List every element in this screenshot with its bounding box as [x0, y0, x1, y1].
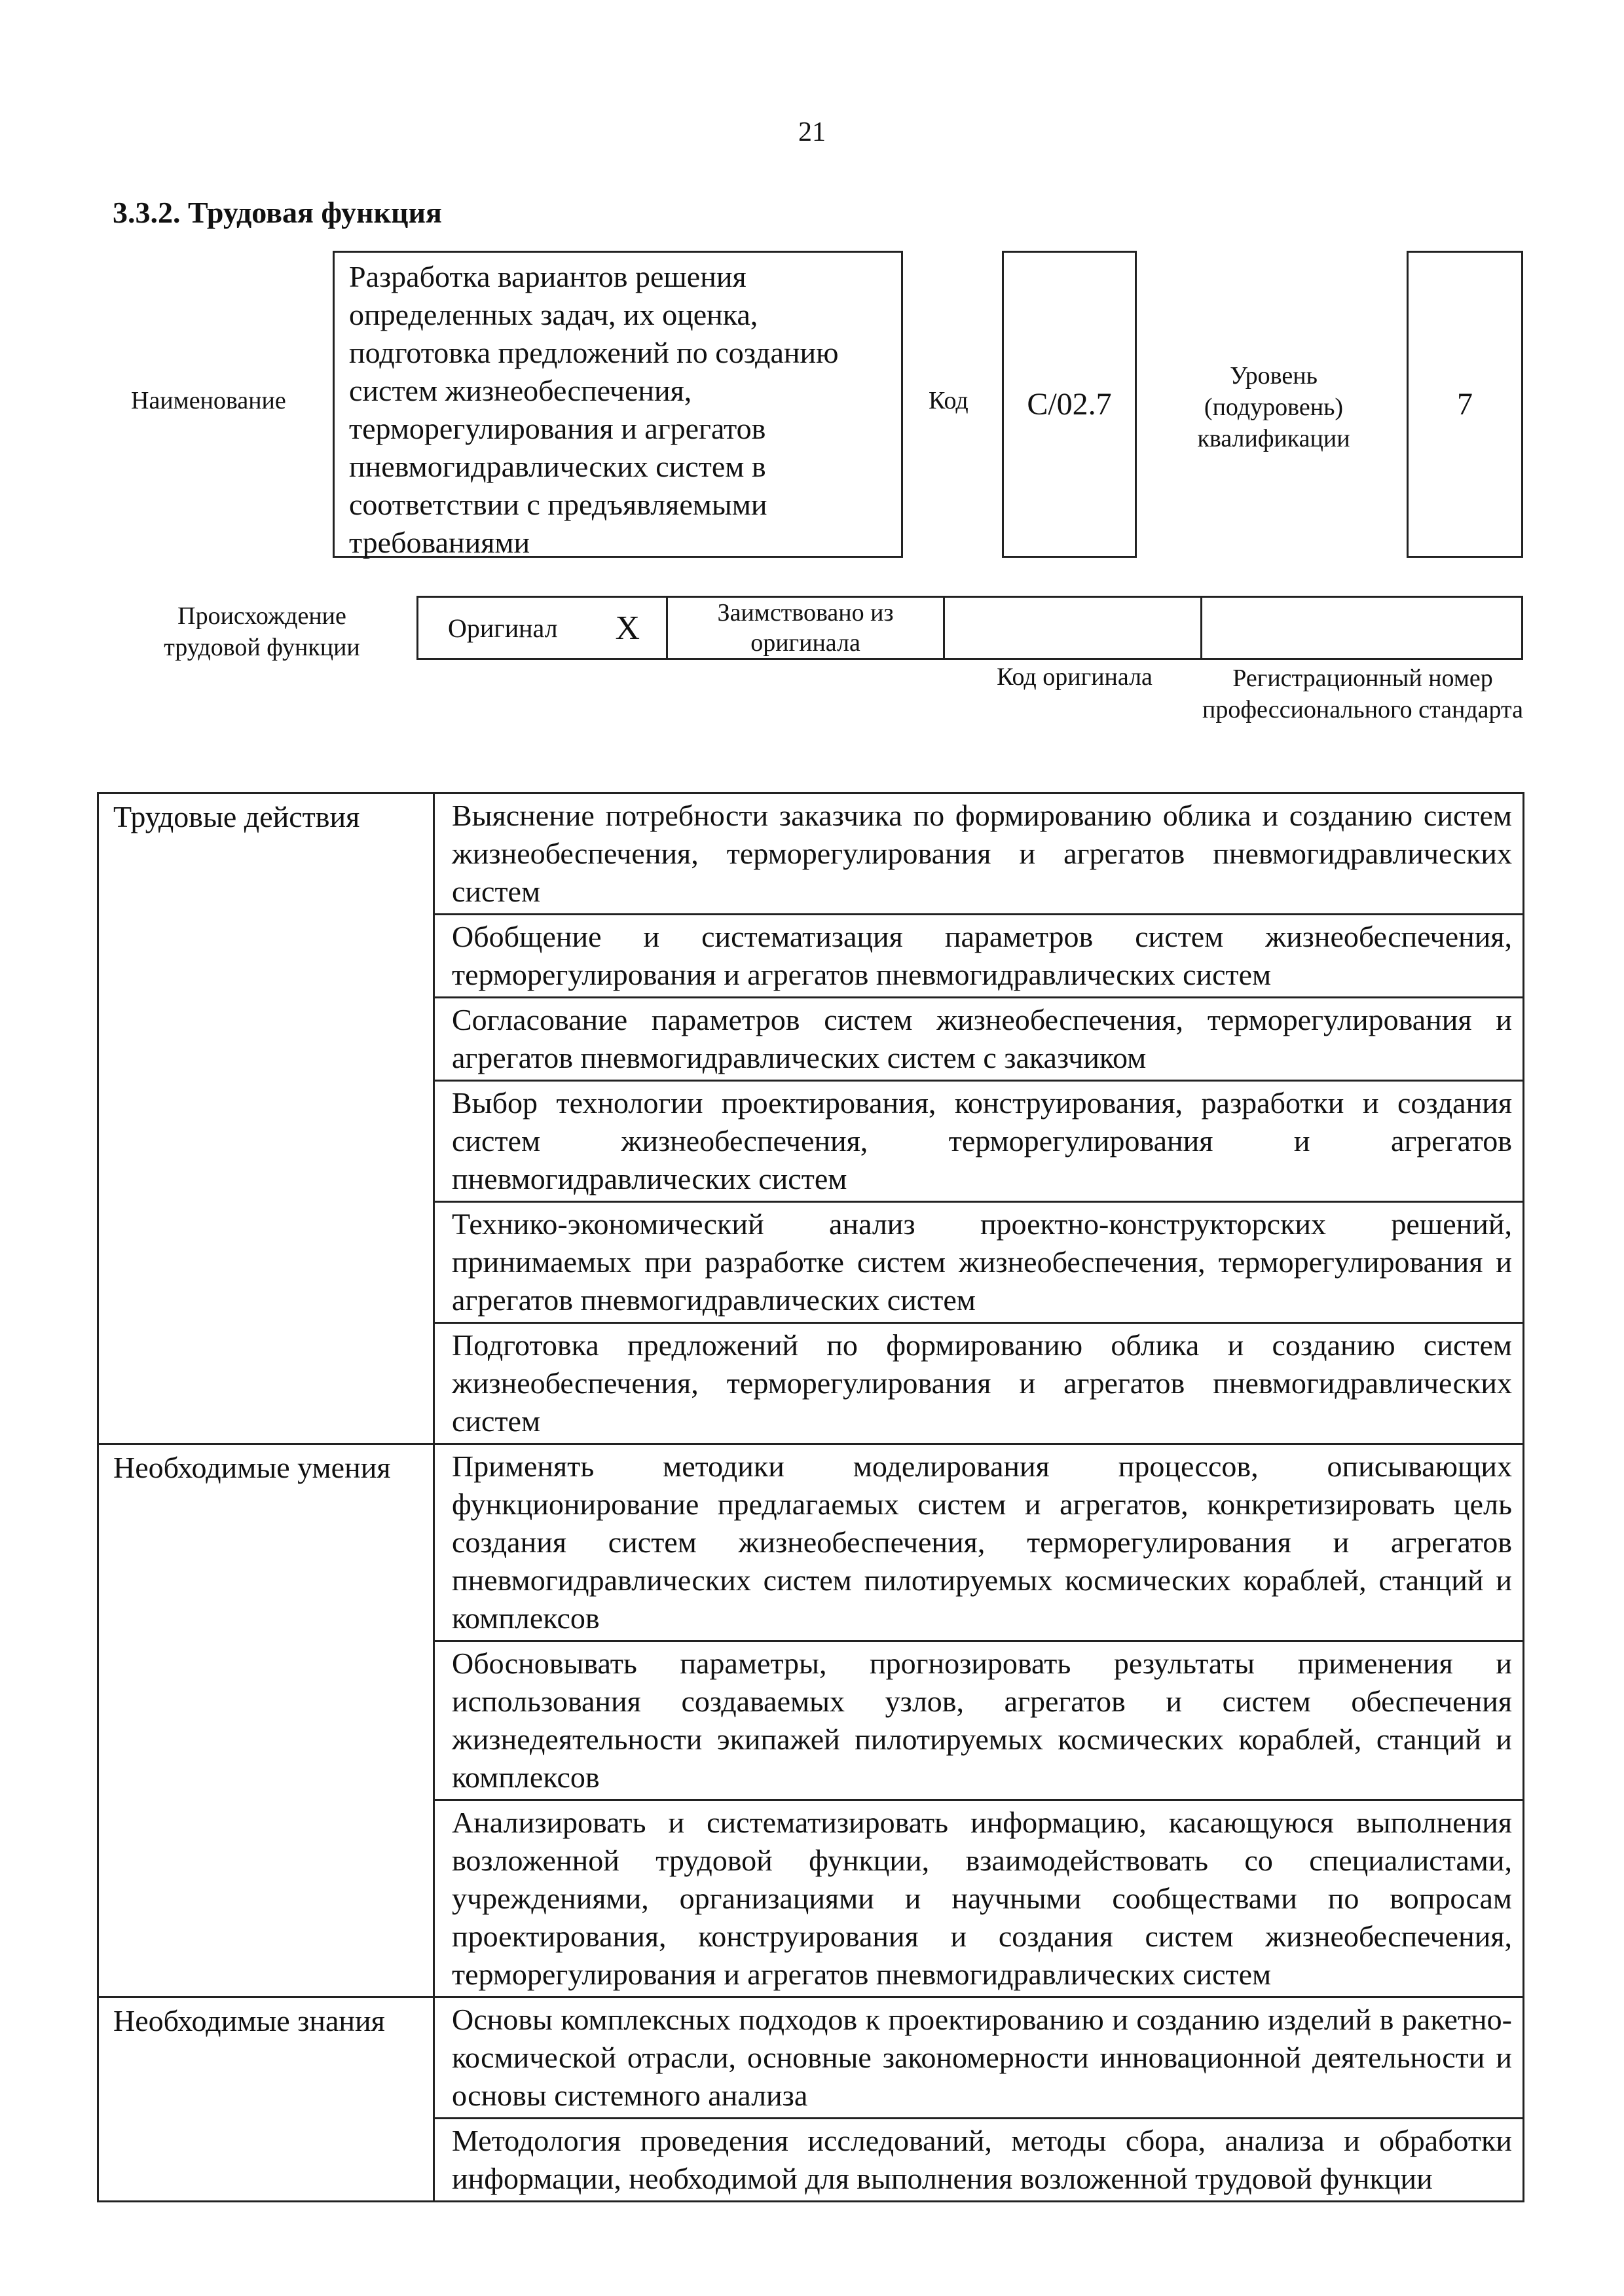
code-label: Код	[929, 387, 969, 414]
function-name-box	[333, 251, 903, 558]
code-original-cell	[944, 597, 1202, 659]
original-label: Оригинал	[448, 613, 558, 643]
origin-table	[416, 596, 1523, 660]
category-required-skills: Необходимые умения	[98, 1444, 434, 1997]
function-name-text: Разработка вариантов решения определенных задач, их оценка, подготовка предложений по созданию систем жизнеобеспечения, терморегулирования и агрегатов пневмогидравлических систем в соответствии с предъявляемыми требованиями	[349, 260, 839, 559]
qualification-level-box	[1407, 251, 1523, 558]
name-label: Наименование	[131, 387, 286, 414]
table-cell: Методология проведения исследований, методы сбора, анализа и обработки информации, необходимой для выполнения возложенной трудовой функции	[434, 2119, 1524, 2202]
original-mark: X	[615, 609, 640, 647]
table-row	[98, 1444, 1524, 1641]
table-cell: Подготовка предложений по формированию облика и созданию систем жизнеобеспечения, терморегулирования и агрегатов пневмогидравлических систем	[434, 1323, 1524, 1444]
labor-function-table	[97, 792, 1524, 2202]
origin-label: Происхождение трудовой функции	[164, 602, 360, 661]
function-code-box	[1002, 251, 1137, 558]
table-cell: Основы комплексных подходов к проектированию и созданию изделий в ракетно-космической отрасли, основные закономерности инновационной деятельности и основы системного анализа	[434, 1997, 1524, 2119]
reg-number-cell	[1202, 597, 1522, 659]
reg-number-caption: Регистрационный номер профессионального стандарта	[1202, 665, 1523, 723]
borrowed-label: Заимствовано из оригинала	[717, 599, 894, 657]
table-cell: Выбор технологии проектирования, конструирования, разработки и создания систем жизнеобеспечения, терморегулирования и агрегатов пневмогидравлических систем	[434, 1081, 1524, 1202]
table-cell: Обобщение и систематизация параметров систем жизнеобеспечения, терморегулирования и агрегатов пневмогидравлических систем	[434, 915, 1524, 998]
category-required-knowledge: Необходимые знания	[98, 1997, 434, 2202]
table-row	[98, 1997, 1524, 2119]
table-cell: Технико-экономический анализ проектно-конструкторских решений, принимаемых при разработке систем жизнеобеспечения, терморегулирования и агрегатов пневмогидравлических систем	[434, 1202, 1524, 1323]
page-number: 21	[798, 117, 826, 147]
original-cell	[418, 597, 667, 659]
qualification-level-label: Уровень (подуровень) квалификации	[1197, 362, 1350, 452]
table-cell: Выяснение потребности заказчика по формированию облика и созданию систем жизнеобеспечения, терморегулирования и агрегатов пневмогидравлических систем	[434, 793, 1524, 915]
section-title: 3.3.2. Трудовая функция	[113, 196, 442, 229]
table-cell: Обосновывать параметры, прогнозировать результаты применения и использования создаваемых узлов, агрегатов и систем обеспечения жизнедеятельности экипажей пилотируемых космических кораблей, станций и комплексов	[434, 1641, 1524, 1800]
code-original-caption: Код оригинала	[997, 663, 1153, 691]
table-cell: Применять методики моделирования процессов, описывающих функционирование предлагаемых систем и агрегатов, конкретизировать цель создания систем жизнеобеспечения, терморегулирования и агрегатов пневмогидравлических систем пилотируемых космических кораблей, станций и комплексов	[434, 1444, 1524, 1641]
table-cell: Согласование параметров систем жизнеобеспечения, терморегулирования и агрегатов пневмогидравлических систем с заказчиком	[434, 998, 1524, 1081]
table-cell: Анализировать и систематизировать информацию, касающуюся выполнения возложенной трудовой функции, взаимодействовать со специалистами, учреждениями, организациями и научными сообществами по вопросам проектирования, конструирования и создания систем жизнеобеспечения, терморегулирования и агрегатов пневмогидравлических систем	[434, 1800, 1524, 1997]
qualification-level-value: 7	[1457, 387, 1473, 422]
table-row	[98, 793, 1524, 915]
category-labor-actions: Трудовые действия	[98, 793, 434, 1444]
borrowed-cell	[667, 597, 944, 659]
function-code-value: С/02.7	[1027, 387, 1112, 422]
